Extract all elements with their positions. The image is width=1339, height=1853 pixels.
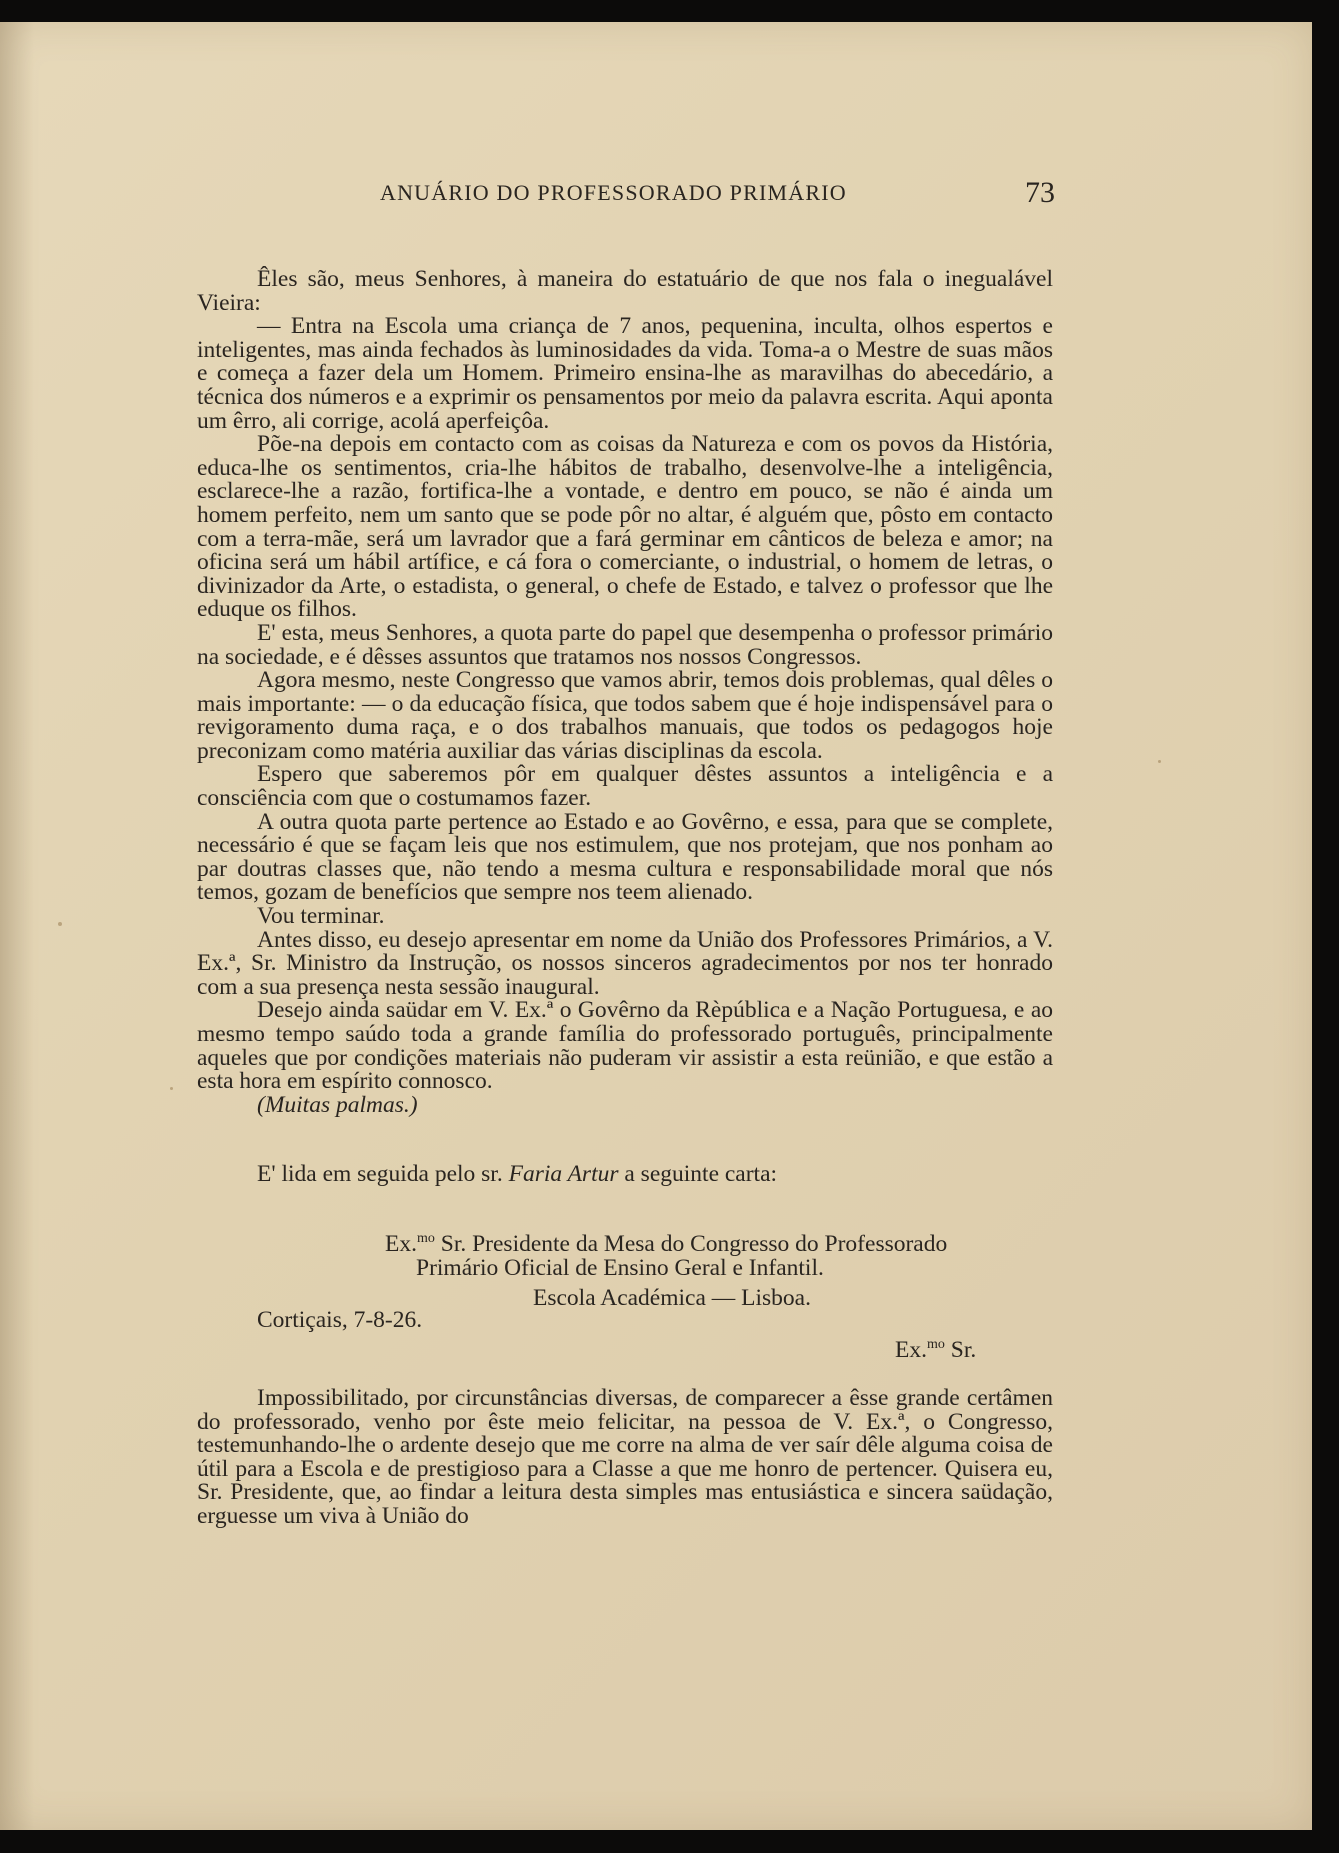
letter-salutation <box>895 1336 977 1363</box>
letter-address-line-2: Primário Oficial de Ensino Geral e Infantil. <box>416 1254 824 1281</box>
address-superscript: mo <box>416 1231 435 1247</box>
running-title: ANUÁRIO DO PROFESSORADO PRIMÁRIO <box>380 180 847 205</box>
page-spine-shadow <box>0 22 34 1830</box>
paper-speck <box>1158 760 1161 763</box>
paper-speck <box>170 1087 173 1090</box>
paragraph: Agora mesmo, neste Congresso que vamos abrir, temos dois problemas, qual dêles o mais importante: — o da educação física, que todos sabem que é hoje indispensável para o revigoramento duma raça, e o dos trabalhos manuais, que todos os pedagogos hoje preconizam como matéria auxiliar das várias disciplinas da escola. <box>197 667 1053 764</box>
salutation-text: Sr. <box>944 1336 977 1363</box>
paragraph: Antes disso, eu desejo apresentar em nome da União dos Professores Primários, a V. Ex.ª, Sr. Ministro da Instrução, os nossos sinceros agradecimentos por nos ter honrado com a sua presença nesta sessão inaugural. <box>197 926 1053 1000</box>
paper-speck <box>58 922 62 926</box>
letter-address-line-1 <box>385 1230 948 1257</box>
address-prefix: Ex. <box>385 1230 417 1257</box>
paragraph: E' esta, meus Senhores, a quota parte do papel que desempenha o professor primário na sociedade, e é dêsses assuntos que tratamos nos nossos Congressos. <box>197 619 1053 670</box>
spacer <box>197 1117 1053 1163</box>
spacer <box>197 1187 1053 1233</box>
paragraph: Vou terminar. <box>257 903 385 930</box>
salutation-superscript: mo <box>926 1337 945 1353</box>
paragraph: Êles são, meus Senhores, à maneira do estatuário de que nos fala o inegualável Vieira: <box>197 266 1053 316</box>
letter-body: Impossibilitado, por circunstâncias diversas, de comparecer a êsse grande certâmen do professorado, venho por êste meio felicitar, na pessoa de V. Ex.ª, o Congresso, testemunhando-lhe o ardente desejo que me corre na alma de ver saír dêle alguma coisa de útil para a Escola e de prestigioso para a Classe a que me honro de pertencer. Quisera eu, Sr. Presidente, que, ao findar a leitura desta simples mas entusiástica e sincera saüdação, erguesse um viva à União do <box>197 1384 1053 1529</box>
body-text <box>197 268 1053 1529</box>
applause-note: (Muitas palmas.) <box>257 1091 418 1118</box>
intro-text: E' lida em seguida pelo sr. <box>257 1161 509 1188</box>
paragraph: Põe-na depois em contacto com as coisas da Natureza e com os povos da História, educa-lhe os sentimentos, cria-lhe hábitos de trabalho, desenvolve-lhe a inteligência, esclarece-lhe a razão, fortifica-lhe a vontade, e dentro em pouco, se não é ainda um homem perfeito, nem um santo que se pode pôr no altar, é alguém que, pôsto em contacto com a terra-mãe, será um lavrador que a fará germinar em cânticos de beleza e amor; na oficina será um hábil artífice, e cá fora o comerciante, o industrial, o homem de letras, o divinizador da Arte, o estadista, o general, o chefe de Estado, e talvez o professor que lhe eduque os filhos. <box>197 431 1053 623</box>
document-page <box>0 22 1312 1830</box>
paragraph: Desejo ainda saüdar em V. Ex.ª o Govêrno da Rèpública e a Nação Portuguesa, e ao mesmo tempo saúdo toda a grande família do professorado português, principalmente aqueles que por condições materiais não puderam vir assistir a esta reünião, e que estão a esta hora em espírito connosco. <box>197 997 1053 1095</box>
salutation-prefix: Ex. <box>895 1336 927 1363</box>
paragraph: — Entra na Escola uma criança de 7 anos, pequenina, inculta, olhos espertos e inteligentes, mas ainda fechados às luminosidades da vida. Toma-a o Mestre de suas mãos e começa a fazer dela um Homem. Primeiro ensina-lhe as maravilhas do abecedário, a técnica dos números e a exprimir os pensamentos por meio da palavra escrita. Aqui aponta um êrro, ali corrige, acolá aperfeiçôa. <box>197 313 1053 434</box>
letter-heading <box>197 1230 1053 1375</box>
paragraph: Espero que saberemos pôr em qualquer dêstes assuntos a inteligência e a consciência com que o costumamos fazer. <box>197 761 1053 812</box>
page-number: 73 <box>1025 176 1055 209</box>
letter-address-line-3: Escola Académica — Lisboa. <box>533 1284 811 1311</box>
speaker-name: Faria Artur <box>508 1161 619 1188</box>
letter-place-date: Cortiçais, 7-8-26. <box>257 1306 423 1333</box>
letter-intro <box>197 1163 1053 1187</box>
paragraph: A outra quota parte pertence ao Estado e ao Govêrno, e essa, para que se complete, necessário é que se façam leis que nos estimulem, que nos protejam, que nos ponham ao par doutras classes que, não tendo a mesma cultura e responsabilidade moral que nós temos, gozam de benefícios que sempre nos teem alienado. <box>197 808 1053 906</box>
intro-text-end: a seguinte carta: <box>618 1161 778 1188</box>
address-line-1-text: Sr. Presidente da Mesa do Congresso do Professorado <box>434 1230 948 1257</box>
